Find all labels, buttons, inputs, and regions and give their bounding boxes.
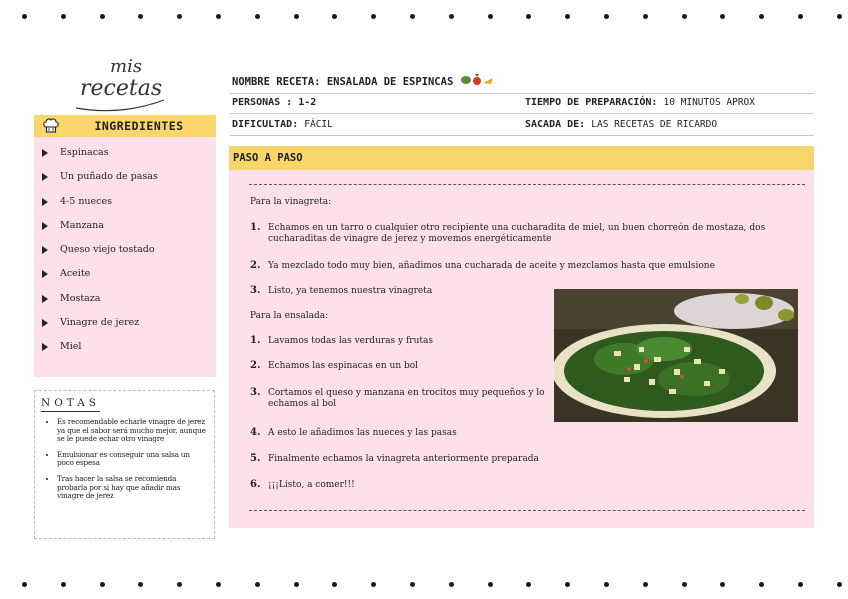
border-dot [837,582,842,587]
top-dot-border [0,12,848,24]
step-item [250,388,546,409]
border-dot [371,14,376,19]
border-dot [798,582,803,587]
vinaigrette-title: Para la vinagreta: [250,197,332,207]
dashed-divider [249,510,805,511]
border-dot [177,14,182,19]
step-text: Cortamos el queso y manzana en trocitos muy pequeños y lo echamos al bol [268,388,545,409]
border-dot [100,582,105,587]
logo-line-2: recetas [80,76,163,101]
bullet-arrow-icon [42,149,48,157]
border-dot [643,582,648,587]
border-dot [138,582,143,587]
border-dot [837,14,842,19]
list-item [38,147,216,171]
step-item [250,261,806,272]
list-item [38,317,216,341]
step-text: A esto le añadimos las nueces y las pasas [268,428,457,438]
step-number: 6. [250,479,261,490]
source-label: SACADA DE: [525,119,586,130]
salad-title: Para la ensalada: [250,311,329,321]
prep-time-value: 10 MINUTOS APROX [663,97,755,108]
list-item [38,268,216,292]
divider [230,135,814,136]
step-text: Echamos en un tarro o cualquier otro recipiente una cucharadita de miel, un buen chorreón de mostaza, dos cucharaditas de vinagre de jerez y movemos energéticamente [268,223,766,244]
border-dot [410,14,415,19]
border-dot [216,582,221,587]
border-dot [488,14,493,19]
step-item [250,336,540,347]
step-number: 2. [250,260,261,271]
steps-header [229,146,814,170]
border-dot [682,582,687,587]
ingredient-label: Miel [60,341,82,353]
steps-title: PASO A PASO [233,152,303,164]
bullet-arrow-icon [42,270,48,278]
list-item [38,196,216,220]
divider [230,113,814,114]
border-dot [759,582,764,587]
step-text: ¡¡¡Listo, a comer!!! [268,480,355,490]
dashed-divider [249,184,805,185]
border-dot [138,14,143,19]
source-value: LAS RECETAS DE RICARDO [591,119,718,130]
ingredient-label: Queso viejo tostado [60,244,155,256]
mis-recetas-logo [66,50,176,116]
recipe-name-value: ENSALADA DE ESPINCAS [326,76,454,88]
border-dot [61,14,66,19]
list-item [38,244,216,268]
border-dot [526,14,531,19]
notes-box [34,390,215,539]
bullet-arrow-icon [42,343,48,351]
ingredient-label: Aceite [60,268,91,280]
border-dot [22,14,27,19]
ingredient-label: Un puñado de pasas [60,171,158,183]
step-item [250,223,806,244]
ingredient-label: Mostaza [60,292,101,304]
divider [230,93,814,94]
border-dot [759,14,764,19]
list-item [38,341,216,365]
border-dot [332,582,337,587]
step-number: 4. [250,427,261,438]
step-item [250,361,540,372]
border-dot [565,14,570,19]
step-item [250,480,550,491]
note-item: • Tras hacer la salsa se recomienda probarla por si hay que añadir mas vinagre de jerez [57,475,206,501]
list-item [38,293,216,317]
step-item [250,454,650,465]
border-dot [294,14,299,19]
bullet-arrow-icon [42,198,48,206]
list-item [38,220,216,244]
difficulty-label: DIFICULTAD: [232,119,299,130]
prep-time-field [525,97,755,108]
bullet-arrow-icon [42,173,48,181]
step-text: Ya mezclado todo muy bien, añadimos una cucharada de aceite y mezclamos hasta que emulsione [268,261,715,271]
step-number: 3. [250,285,261,296]
note-item: • Emulsionar es conseguir una salsa un poco espesa [57,451,206,468]
bullet-arrow-icon [42,246,48,254]
vegetables-icon [460,74,494,86]
border-dot [643,14,648,19]
bottom-dot-border [0,580,848,592]
prep-time-label: TIEMPO DE PREPARACIÓN: [525,97,658,108]
border-dot [410,582,415,587]
border-dot [61,582,66,587]
recipe-name-label: NOMBRE RECETA: [232,76,321,88]
persons-value: 1-2 [298,97,317,108]
step-number: 5. [250,453,261,464]
border-dot [604,582,609,587]
ingredients-panel [34,137,216,377]
border-dot [449,582,454,587]
border-dot [720,582,725,587]
step-text: Finalmente echamos la vinagreta anteriormente preparada [268,454,539,464]
step-item [250,286,540,297]
note-item: • Es recomendable echarle vinagre de jerez ya que el sabor será mucho mejor, aunque se le puede echar otro vinagre [57,418,206,444]
difficulty-value: FÁCIL [304,119,333,130]
border-dot [255,582,260,587]
border-dot [100,14,105,19]
border-dot [682,14,687,19]
ingredients-header [34,115,216,137]
ingredient-label: Vinagre de jerez [60,317,140,329]
border-dot [371,582,376,587]
border-dot [720,14,725,19]
border-dot [488,582,493,587]
persons-field [232,97,316,108]
step-text: Echamos las espinacas en un bol [268,361,419,371]
notes-title: NOTAS [41,397,100,412]
step-item [250,428,550,439]
border-dot [216,14,221,19]
difficulty-field [232,119,333,130]
ingredient-label: Manzana [60,219,104,231]
persons-label: PERSONAS : [232,97,293,108]
border-dot [449,14,454,19]
list-item [38,171,216,195]
border-dot [565,582,570,587]
step-number: 1. [250,222,261,233]
salad-photo [554,289,798,422]
source-field [525,119,717,130]
steps-panel [229,170,814,528]
ingredients-title: INGREDIENTES [94,119,184,133]
bullet-arrow-icon [42,222,48,230]
border-dot [526,582,531,587]
bullet-arrow-icon [42,319,48,327]
border-dot [604,14,609,19]
ingredient-label: Espinacas [60,147,109,158]
step-number: 2. [250,360,261,371]
border-dot [22,582,27,587]
step-text: Lavamos todas las verduras y frutas [268,336,433,346]
border-dot [177,582,182,587]
step-number: 1. [250,335,261,346]
border-dot [332,14,337,19]
ingredient-label: 4-5 nueces [60,195,112,207]
step-number: 3. [250,387,261,398]
border-dot [294,582,299,587]
recipe-name [232,74,494,88]
bullet-arrow-icon [42,295,48,303]
step-text: Listo, ya tenemos nuestra vinagreta [268,286,433,296]
border-dot [798,14,803,19]
chef-hat-icon [40,117,62,135]
logo-line-1: mis [110,56,143,77]
border-dot [255,14,260,19]
